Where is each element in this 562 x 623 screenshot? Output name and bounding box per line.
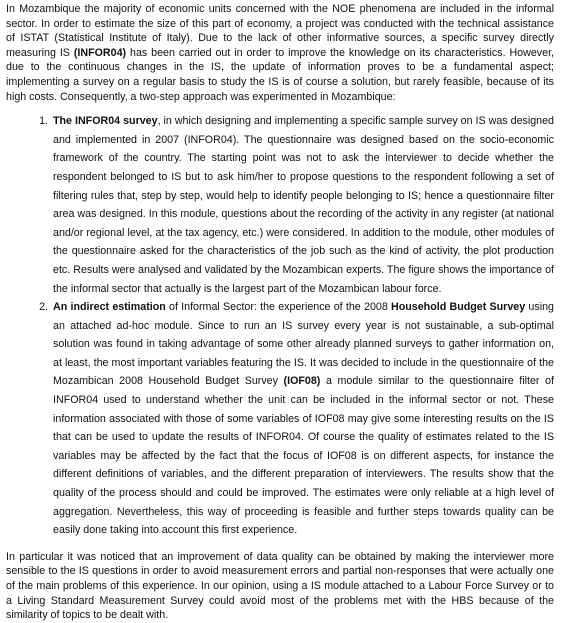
item2-bold-title: An indirect estimation bbox=[53, 301, 166, 314]
list-item-infor04 bbox=[51, 112, 554, 298]
item2-bold-hbs: Household Budget Survey bbox=[391, 301, 526, 314]
closing-paragraph: In particular it was noticed that an improvement of data quality can be obtained by making the interviewer more sensible to the IS questions in order to avoid measurement errors and partial non-responses that were actually one of the main problems of this experience. In our opinion, using a IS module attached to a Labour Force Survey or to a Living Standard Measurement Survey could avoid most of the problems met with the HBS because of the similarity of topics to be dealt with. bbox=[6, 550, 554, 622]
item2-text-1: of Informal Sector: the experience of the 2008 bbox=[165, 301, 392, 314]
item2-bold-iof08: (IOF08) bbox=[283, 375, 321, 388]
approach-list bbox=[6, 112, 554, 540]
item1-text: , in which designing and implementing a specific sample survey on IS was designed and implemented in 2007 (INFOR04). The questionnaire was designed based on the socio-economic framework of the country. The starting point was not to ask the interviewer to decide whether the respondent belonged to IS but to ask him/her to propose questions to the respondent following a set of filtering rules that, step by step, would help to identify people belonging to IS; hence a questionnaire filter area was designed. In this module, questions about the recording of the activity in any register (at national and/or regional level, at the tax agency, etc.) were considered. In addition to the module, other modules of the questionnaire asked for the characteristics of the job such as the kind of activity, the plot production etc. Results were analysed and validated by the Mozambican experts. The figure shows the importance of the informal sector that actually is the largest part of the Mozambican labour force. bbox=[53, 115, 555, 295]
intro-paragraph bbox=[6, 2, 554, 104]
item2-text-3: a module similar to the questionnaire filter of INFOR04 used to understand whether the unit can be included in the informal sector or not. These information associated with those of some variables of IOF08 may give some interesting results on the IS that can be used to update the results of INFOR04. Of course the quality of estimates related to the IS variables may be affected by the fact that the focus of IOF08 is on different aspects, for instance the different definitions of variables, and the different preparation of interviewers. The results show that the quality of the process should and could be improved. The estimates were only reliable at a high level of aggregation. Nevertheless, this way of proceeding is feasible and further steps towards quality can be easily done taking into account this first experience. bbox=[53, 375, 554, 537]
intro-text-1: In Mozambique the majority of economic units concerned with the NOE phenomena are included in the informal sector. In order to estimate the size of this part of economy, a project was conducted with the technical assistance of ISTAT (Statistical Institute of Italy). Due to the lack of other informative sources, a specific survey directly measuring IS bbox=[6, 3, 554, 59]
item2-text-2: using an attached ad-hoc module. Since to run an IS survey every year is not sustainable, a sub-optimal solution was found in taking advantage of some other already planned surveys to gather information on, at least, the most important variables featuring the IS. It was decided to include in the questionnaire of the Mozambican 2008 Household Budget Survey bbox=[53, 301, 554, 388]
intro-bold-infor04: (INFOR04) bbox=[73, 46, 127, 59]
list-item-indirect-estimation bbox=[51, 298, 554, 540]
item1-bold-title: The INFOR04 survey bbox=[53, 115, 158, 128]
intro-text-2: has been carried out in order to improve the knowledge on its characteristics. However, due to the continuous changes in the IS, the update of information proves to be a fundamental aspect; implementing a survey on a regular basis to study the IS is of course a solution, but rarely feasible, because of its high costs. Consequently, a two-step approach was experimented in Mozambique: bbox=[6, 46, 555, 103]
